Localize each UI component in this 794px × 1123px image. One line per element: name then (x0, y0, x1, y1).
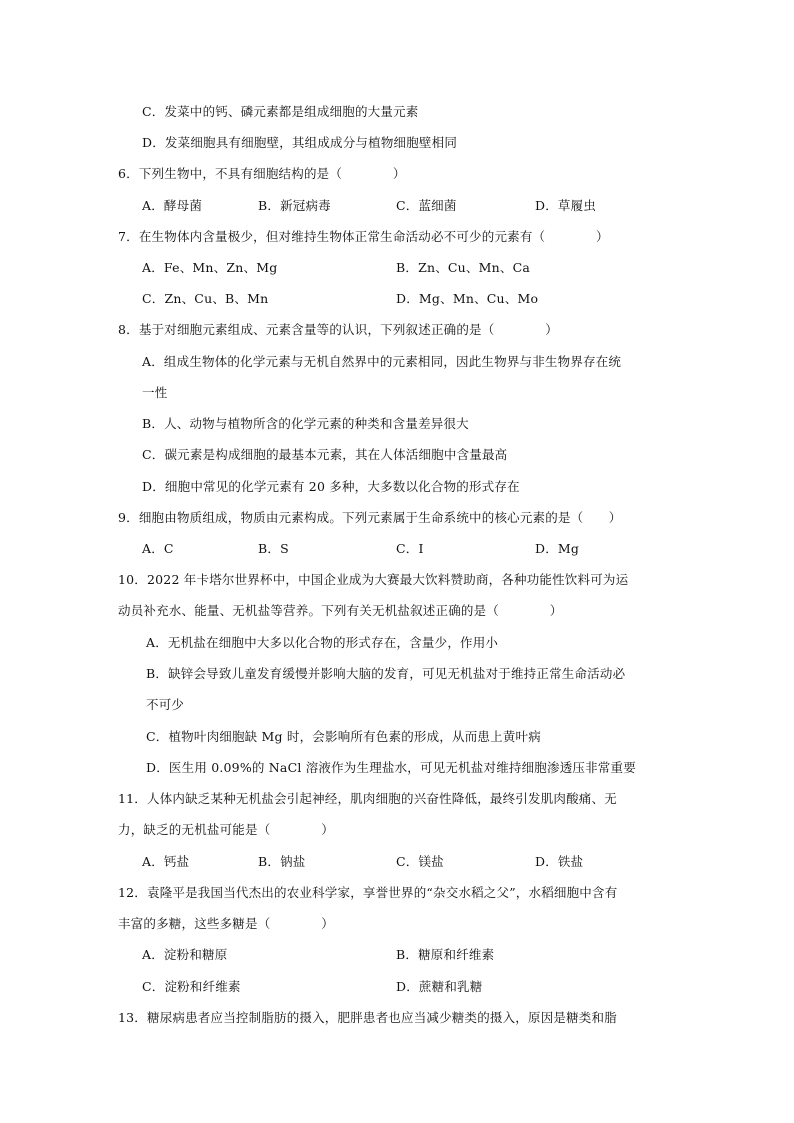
q11-stem-line2: 力，缺乏的无机盐可能是（ ） (118, 822, 334, 837)
q10-option-a: A．无机盐在细胞中大多以化合物的形式存在，含量少，作用小 (146, 635, 499, 650)
q7-stem: 7．在生物体内含量极少，但对维持生物体正常生命活动必不可少的元素有（ ） (118, 229, 609, 244)
q11-stem-line1: 11．人体内缺乏某种无机盐会引起神经，肌肉细胞的兴奋性降低，最终引发肌肉酸痛、无 (118, 791, 617, 806)
q12-stem-line2: 丰富的多糖，这些多糖是（ ） (118, 916, 334, 931)
q8-stem: 8．基于对细胞元素组成、元素含量等的认识，下列叙述正确的是（ ） (118, 322, 558, 337)
q8-option-a-line1: A．组成生物体的化学元素与无机自然界中的元素相同，因此生物界与非生物界存在统 (142, 354, 622, 369)
q13-stem-line1: 13．糖尿病患者应当控制脂肪的摄入，肥胖患者也应当减少糖类的摄入，原因是糖类和脂 (118, 1010, 617, 1025)
q6-stem: 6．下列生物中，不具有细胞结构的是（ ） (118, 166, 406, 181)
q8-option-c: C．碳元素是构成细胞的最基本元素，其在人体活细胞中含量最高 (142, 447, 508, 462)
q10-option-c: C．植物叶肉细胞缺 Mg 时，会影响所有色素的形成，从而患上黄叶病 (146, 729, 541, 744)
q10-stem-line1: 10．2022 年卡塔尔世界杯中，中国企业成为大赛最大饮料赞助商，各种功能性饮料可为运 (118, 572, 629, 587)
q9-option-a: A．C (142, 541, 174, 556)
q8-option-a-line2: 一性 (142, 385, 168, 400)
q11-option-b: B．钠盐 (258, 854, 306, 869)
q9-stem: 9．细胞由物质组成，物质由元素构成。下列元素属于生命系统中的核心元素的是（ ） (118, 510, 622, 525)
q7-option-c: C．Zn、Cu、B、Mn (142, 291, 269, 306)
q11-option-d: D．铁盐 (535, 854, 584, 869)
q7-option-d: D．Mg、Mn、Cu、Mo (396, 291, 539, 306)
q10-option-d: D．医生用 0.09%的 NaCl 溶液作为生理盐水，可见无机盐对维持细胞渗透压非常重要 (146, 760, 636, 775)
q9-option-c: C．I (396, 541, 424, 556)
q5-option-d: D．发菜细胞具有细胞壁，其组成成分与植物细胞壁相同 (142, 135, 458, 150)
q10-option-b-line1: B．缺锌会导致儿童发育缓慢并影响大脑的发育，可见无机盐对于维持正常生命活动必 (146, 666, 626, 681)
q10-stem-line2: 动员补充水、能量、无机盐等营养。下列有关无机盐叙述正确的是（ ） (118, 603, 563, 618)
q11-option-a: A．钙盐 (142, 854, 190, 869)
q7-option-b: B．Zn、Cu、Mn、Ca (396, 260, 531, 275)
q6-option-b: B．新冠病毒 (258, 198, 331, 213)
q12-option-b: B．糖原和纤维素 (396, 947, 495, 962)
q7-option-a: A．Fe、Mn、Zn、Mg (142, 260, 278, 275)
q8-option-b: B．人、动物与植物所含的化学元素的种类和含量差异很大 (142, 416, 469, 431)
q10-option-b-line2: 不可少 (146, 697, 185, 712)
q6-option-d: D．草履虫 (535, 198, 597, 213)
q9-option-d: D．Mg (535, 541, 580, 556)
q12-stem-line1: 12．袁隆平是我国当代杰出的农业科学家，享誉世界的“杂交水稻之父”，水稻细胞中含有 (118, 885, 618, 900)
q9-option-b: B．S (258, 541, 289, 556)
q11-option-c: C．镁盐 (396, 854, 444, 869)
q5-option-c: C．发菜中的钙、磷元素都是组成细胞的大量元素 (142, 104, 419, 119)
q12-option-a: A．淀粉和糖原 (142, 947, 228, 962)
q6-option-c: C．蓝细菌 (396, 198, 457, 213)
q6-option-a: A．酵母菌 (142, 198, 203, 213)
q12-option-c: C．淀粉和纤维素 (142, 979, 241, 994)
q12-option-d: D．蔗糖和乳糖 (396, 979, 483, 994)
q8-option-d: D．细胞中常见的化学元素有 20 多种，大多数以化合物的形式存在 (142, 479, 520, 494)
